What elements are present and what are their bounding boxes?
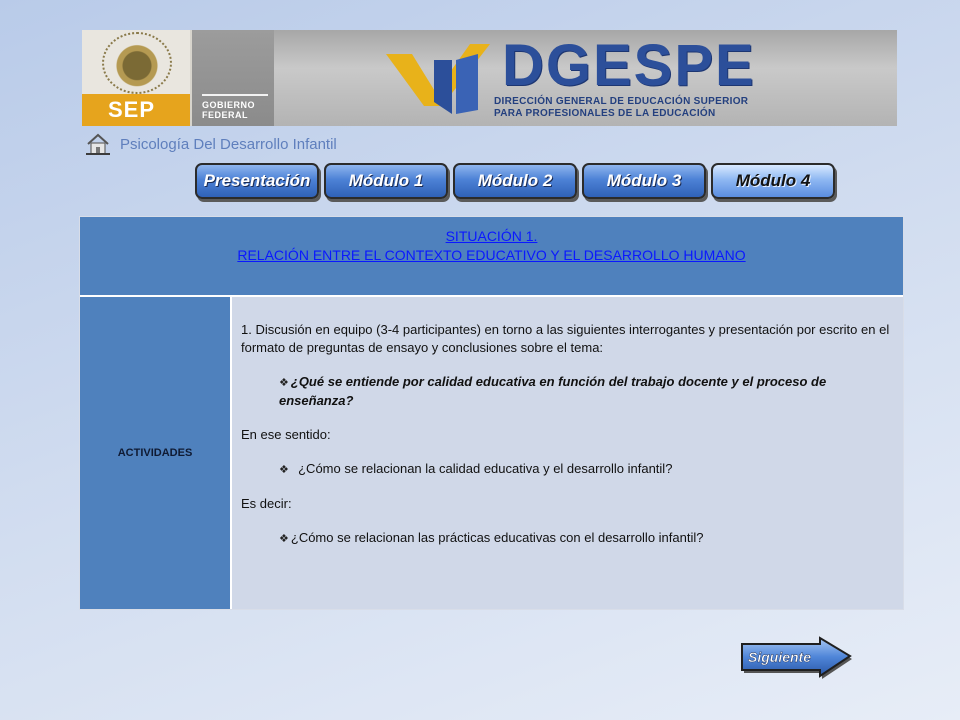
breadcrumb	[86, 132, 337, 156]
nav-modulo-2-button[interactable]: Módulo 2	[453, 163, 577, 199]
activities-label: ACTIVIDADES	[80, 297, 230, 609]
nav-modulo-4-button[interactable]: Módulo 4	[711, 163, 835, 199]
connector-text: Es decir:	[241, 496, 292, 511]
gobierno-federal-block	[190, 30, 274, 126]
sep-logo	[82, 30, 190, 126]
next-button[interactable]	[738, 636, 854, 680]
situation-subtitle-link[interactable]: RELACIÓN ENTRE EL CONTEXTO EDUCATIVO Y EL DESARROLLO HUMANO	[237, 247, 746, 263]
nav-modulo-3-button[interactable]: Módulo 3	[582, 163, 706, 199]
gobierno-federal-label: GOBIERNO FEDERAL	[202, 100, 256, 120]
header-banner	[82, 30, 897, 126]
diamond-bullet-icon: ❖	[279, 377, 289, 389]
dgespe-title: DGESPE	[502, 33, 756, 98]
situation-title-link[interactable]: SITUACIÓN 1.	[445, 228, 538, 244]
national-seal-icon	[108, 36, 166, 90]
activities-content	[232, 297, 903, 609]
module-nav	[195, 163, 835, 199]
nav-modulo-1-button[interactable]: Módulo 1	[324, 163, 448, 199]
home-icon[interactable]	[86, 133, 110, 155]
next-button-label: Siguiente	[748, 649, 812, 665]
question-text: ¿Cómo se relacionan las prácticas educativas con el desarrollo infantil?	[290, 530, 704, 545]
nav-presentacion-button[interactable]: Presentación	[195, 163, 319, 199]
diamond-bullet-icon: ❖	[279, 464, 289, 476]
divider	[202, 94, 268, 96]
question-item	[241, 529, 891, 548]
situation-heading	[80, 217, 903, 295]
question-text: ¿Qué se entiende por calidad educativa en función del trabajo docente y el proceso de enseñanza?	[279, 374, 827, 408]
situation-table	[79, 216, 904, 610]
activity-intro: 1. Discusión en equipo (3-4 participantes) en torno a las siguientes interrogantes y presentación por escrito en el formato de preguntas de ensayo y conclusiones sobre el tema:	[241, 322, 890, 355]
dgespe-book-icon	[382, 40, 502, 118]
sep-tag: SEP	[82, 94, 190, 126]
connector-text: En ese sentido:	[241, 427, 331, 442]
question-item	[241, 460, 891, 479]
diamond-bullet-icon: ❖	[279, 533, 289, 545]
question-text: ¿Cómo se relacionan la calidad educativa y el desarrollo infantil?	[298, 461, 673, 476]
question-item	[241, 373, 891, 410]
breadcrumb-label[interactable]: Psicología Del Desarrollo Infantil	[120, 135, 337, 153]
dgespe-subtitle: DIRECCIÓN GENERAL DE EDUCACIÓN SUPERIOR PARA PROFESIONALES DE LA EDUCACIÓN	[494, 96, 749, 119]
